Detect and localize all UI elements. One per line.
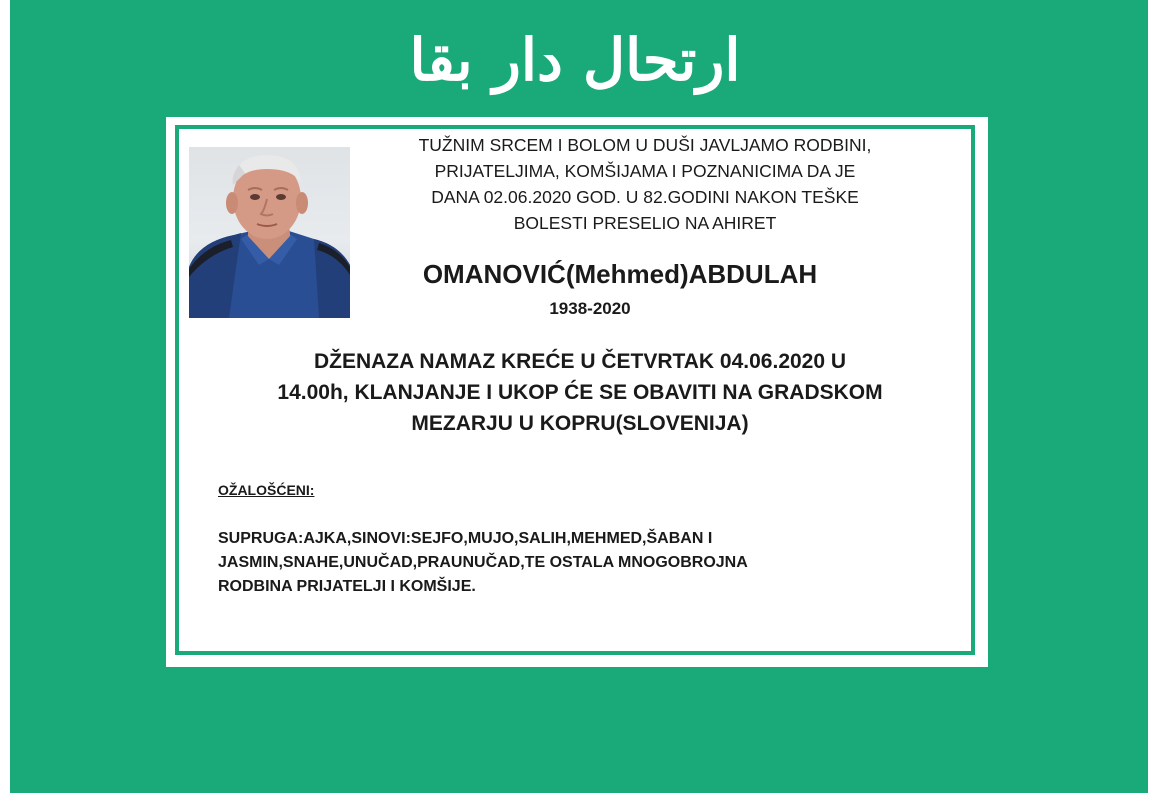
announcement-line: DANA 02.06.2020 GOD. U 82.GODINI NAKON TEŠKE (431, 187, 859, 207)
portrait-photo (189, 147, 350, 318)
mourners-line: SUPRUGA:AJKA,SINOVI:SEJFO,MUJO,SALIH,MEHMED,ŠABAN I (218, 530, 713, 547)
life-years: 1938-2020 (549, 299, 631, 318)
funeral-line: MEZARJU U KOPRU(SLOVENIJA) (411, 412, 749, 435)
funeral-line: DŽENAZA NAMAZ KREĆE U ČETVRTAK 04.06.2020 U (313, 350, 847, 373)
mourners-heading: OŽALOŠĆENI: (218, 482, 315, 498)
funeral-details (200, 346, 960, 439)
mourners-line: JASMIN,SNAHE,UNUČAD,PRAUNUČAD,TE OSTALA MNOGOBROJNA (218, 554, 748, 571)
announcement-text (340, 132, 950, 236)
announcement-line: BOLESTI PRESELIO NA AHIRET (513, 213, 777, 233)
mourners-line: RODBINA PRIJATELJI I KOMŠIJE. (218, 578, 476, 595)
arabic-calligraphy-header: ارتحال دار بقا (409, 26, 741, 94)
announcement-line: TUŽNIM SRCEM I BOLOM U DUŠI JAVLJAMO RODBINI, (418, 135, 872, 155)
mourners-list (218, 527, 938, 599)
announcement-line: PRIJATELJIMA, KOMŠIJAMA I POZNANICIMA DA JE (434, 161, 856, 181)
portrait-illustration (189, 147, 350, 318)
deceased-name: OMANOVIĆ(Mehmed)ABDULAH (422, 259, 818, 289)
funeral-line: 14.00h, KLANJANJE I UKOP ĆE SE OBAVITI NA GRADSKOM (277, 381, 883, 404)
